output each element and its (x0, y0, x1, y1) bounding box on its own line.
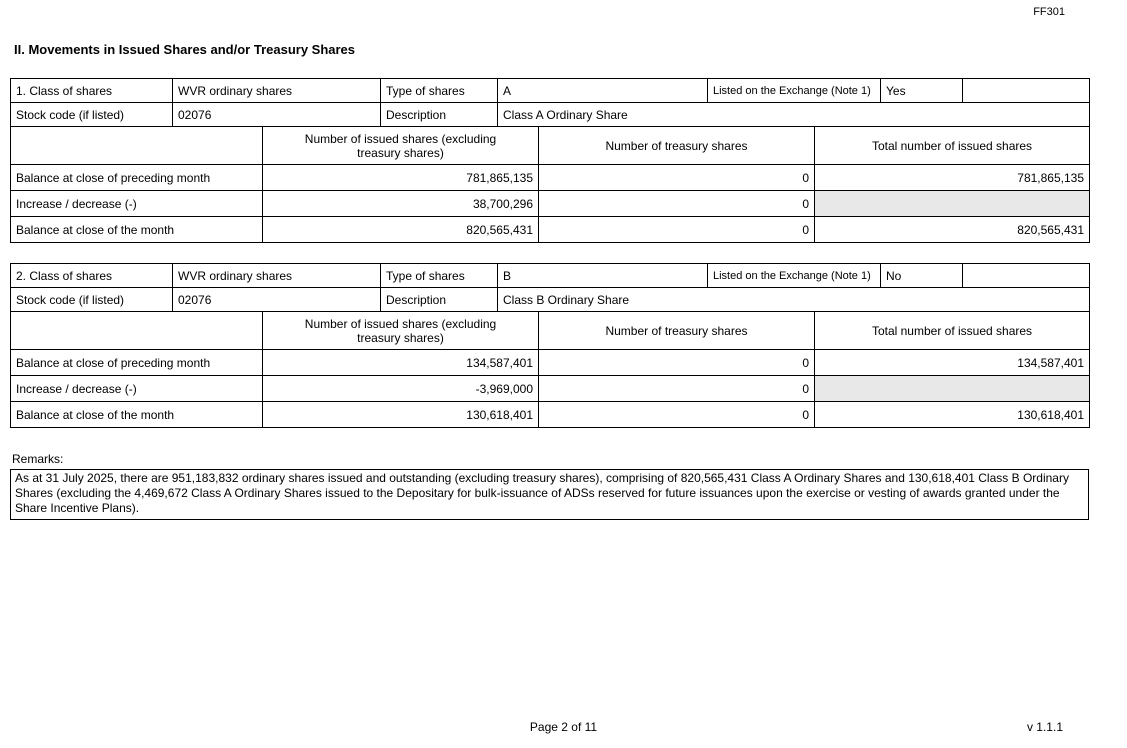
page-number: Page 2 of 11 (529, 720, 598, 734)
stock-code-label: Stock code (if listed) (11, 288, 173, 312)
table-row-preceding-balance-1 (11, 165, 1090, 191)
col-header-total-shares: Total number of issued shares (815, 312, 1090, 350)
stock-code-label: Stock code (if listed) (11, 103, 173, 127)
class-row-1 (11, 79, 1090, 103)
class-of-shares-value: WVR ordinary shares (173, 264, 381, 288)
section-title: II. Movements in Issued Shares and/or Treasury Shares (14, 42, 356, 57)
form-code: FF301 (1033, 6, 1065, 18)
type-of-shares-value: B (498, 264, 708, 288)
type-of-shares-label: Type of shares (381, 79, 498, 103)
row-label: Balance at close of the month (11, 402, 263, 428)
issued-value: 820,565,431 (263, 217, 539, 243)
col-header-issued-shares: Number of issued shares (excluding treasury shares) (263, 127, 539, 165)
table-row-preceding-balance-2 (11, 350, 1090, 376)
total-value: 134,587,401 (815, 350, 1090, 376)
row-label: Increase / decrease (-) (11, 376, 263, 402)
table-row-increase-decrease-1 (11, 191, 1090, 217)
listed-on-exchange-label: Listed on the Exchange (Note 1) (708, 79, 881, 103)
version-label: v 1.1.1 (1026, 720, 1063, 734)
type-of-shares-value: A (498, 79, 708, 103)
column-header-row-1 (11, 127, 1090, 165)
remarks-label: Remarks: (12, 452, 64, 466)
listed-on-exchange-label: Listed on the Exchange (Note 1) (708, 264, 881, 288)
share-class-info-table-2 (10, 263, 1090, 312)
treasury-value: 0 (539, 217, 815, 243)
column-header-row-2 (11, 312, 1090, 350)
description-value: Class A Ordinary Share (498, 103, 1090, 127)
stock-code-row-2 (11, 288, 1090, 312)
empty-header-cell (11, 312, 263, 350)
listed-on-exchange-value: No (881, 264, 963, 288)
total-value: 130,618,401 (815, 402, 1090, 428)
table-row-month-balance-1 (11, 217, 1090, 243)
class-of-shares-value: WVR ordinary shares (173, 79, 381, 103)
treasury-value: 0 (539, 350, 815, 376)
issued-value: 781,865,135 (263, 165, 539, 191)
total-value-shaded (815, 376, 1090, 402)
row-label: Increase / decrease (-) (11, 191, 263, 217)
share-movement-table-2 (10, 311, 1090, 428)
empty-cell (963, 264, 1090, 288)
class-of-shares-label: 1. Class of shares (11, 79, 173, 103)
col-header-total-shares: Total number of issued shares (815, 127, 1090, 165)
col-header-treasury-shares: Number of treasury shares (539, 312, 815, 350)
listed-on-exchange-value: Yes (881, 79, 963, 103)
treasury-value: 0 (539, 165, 815, 191)
stock-code-value: 02076 (173, 288, 381, 312)
description-label: Description (381, 103, 498, 127)
row-label: Balance at close of preceding month (11, 165, 263, 191)
issued-value: 134,587,401 (263, 350, 539, 376)
row-label: Balance at close of preceding month (11, 350, 263, 376)
col-header-treasury-shares: Number of treasury shares (539, 127, 815, 165)
stock-code-value: 02076 (173, 103, 381, 127)
issued-value: -3,969,000 (263, 376, 539, 402)
total-value: 820,565,431 (815, 217, 1090, 243)
description-value: Class B Ordinary Share (498, 288, 1090, 312)
empty-cell (963, 79, 1090, 103)
table-row-month-balance-2 (11, 402, 1090, 428)
issued-value: 38,700,296 (263, 191, 539, 217)
share-movement-table-1 (10, 126, 1090, 243)
total-value: 781,865,135 (815, 165, 1090, 191)
total-value-shaded (815, 191, 1090, 217)
row-label: Balance at close of the month (11, 217, 263, 243)
table-row-increase-decrease-2 (11, 376, 1090, 402)
class-row-2 (11, 264, 1090, 288)
share-class-info-table-1 (10, 78, 1090, 127)
treasury-value: 0 (539, 191, 815, 217)
issued-value: 130,618,401 (263, 402, 539, 428)
col-header-issued-shares: Number of issued shares (excluding treasury shares) (263, 312, 539, 350)
type-of-shares-label: Type of shares (381, 264, 498, 288)
class-of-shares-label: 2. Class of shares (11, 264, 173, 288)
treasury-value: 0 (539, 376, 815, 402)
remarks-text: As at 31 July 2025, there are 951,183,832 ordinary shares issued and outstanding (excluding treasury shares), comprising of 820,565,431 Class A Ordinary Shares and 130,618,401 Class B Ordinary Shares (excluding the 4,469,672 Class A Ordinary Shares issued to the Depositary for bulk-issuance of ADSs reserved for future issuances upon the exercise or vesting of awards granted under the Share Incentive Plans). (10, 469, 1089, 520)
empty-header-cell (11, 127, 263, 165)
treasury-value: 0 (539, 402, 815, 428)
stock-code-row-1 (11, 103, 1090, 127)
description-label: Description (381, 288, 498, 312)
